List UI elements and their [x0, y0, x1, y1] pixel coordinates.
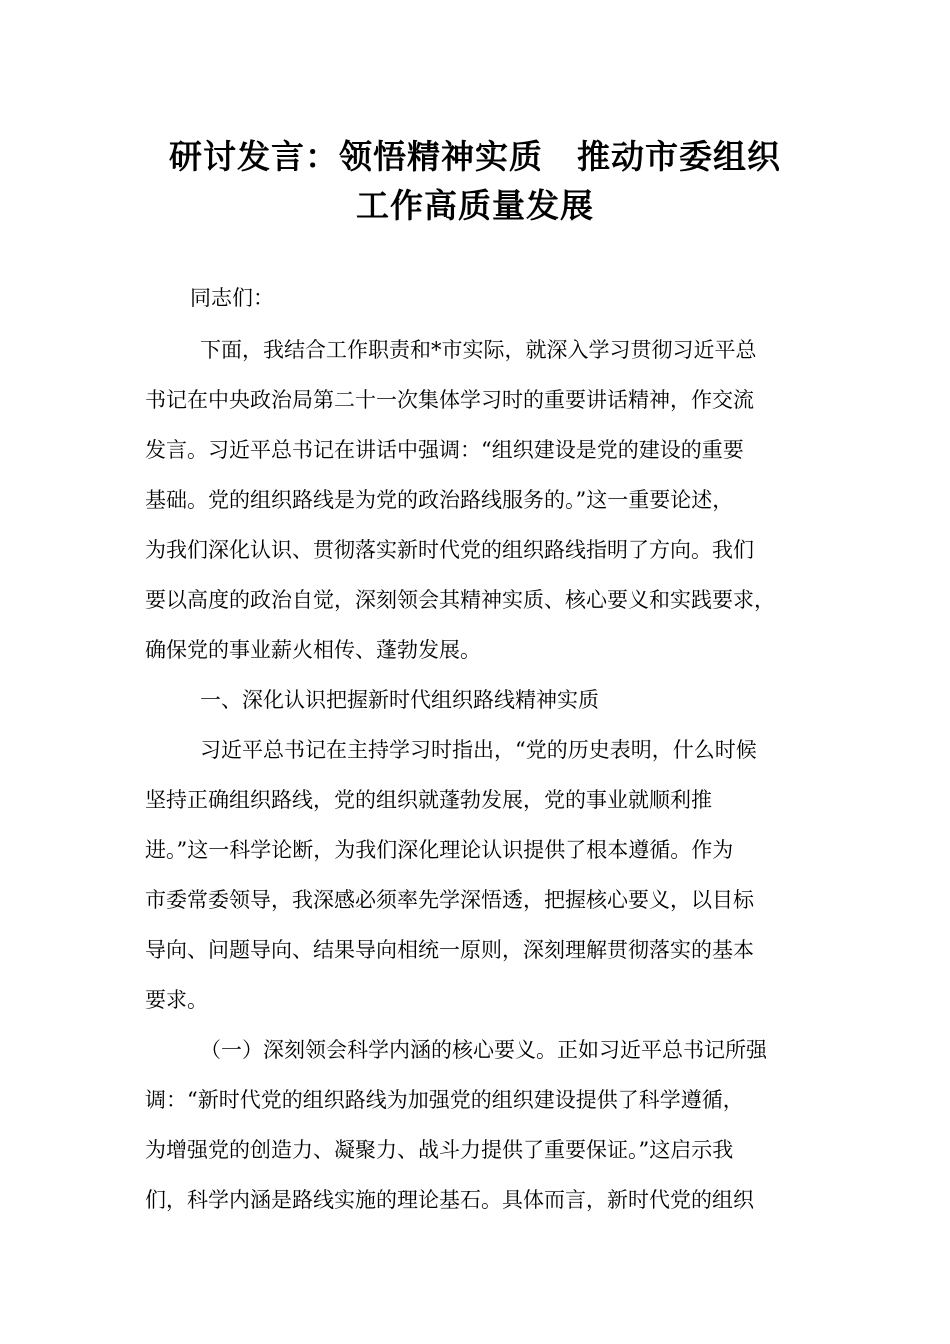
paragraph-line: 要求。: [145, 988, 208, 1012]
section-heading: 一、深化认识把握新时代组织路线精神实质: [200, 688, 599, 712]
paragraph-line: 调：“新时代党的组织路线为加强党的组织建设提供了科学遵循，: [145, 1088, 744, 1112]
paragraph-line: 导向、问题导向、结果导向相统一原则，深刻理解贯彻落实的基本: [145, 938, 754, 962]
title-line-1: 研讨发言：领悟精神实质 推动市委组织: [169, 137, 781, 176]
paragraph-line: 书记在中央政治局第二十一次集体学习时的重要讲话精神，作交流: [145, 388, 754, 412]
salutation: 同志们：: [190, 286, 274, 310]
subsection-heading: （一）深刻领会科学内涵的核心要义。正如习近平总书记所强: [200, 1038, 767, 1062]
paragraph-line: 市委常委领导，我深感必须率先学深悟透，把握核心要义，以目标: [145, 888, 754, 912]
paragraph-line: 为我们深化认识、贯彻落实新时代党的组织路线指明了方向。我们: [145, 538, 754, 562]
paragraph-line: 进。”这一科学论断，为我们深化理论认识提供了根本遵循。作为: [145, 838, 734, 862]
paragraph-line: 基础。党的组织路线是为党的政治路线服务的。”这一重要论述，: [145, 488, 734, 512]
paragraph-line: 习近平总书记在主持学习时指出，“党的历史表明，什么时候: [200, 738, 757, 762]
paragraph-line: 坚持正确组织路线，党的组织就蓬勃发展，党的事业就顺利推: [145, 788, 712, 812]
paragraph-line: 确保党的事业薪火相传、蓬勃发展。: [145, 638, 481, 662]
paragraph-line: 为增强党的创造力、凝聚力、战斗力提供了重要保证。”这启示我: [145, 1138, 734, 1162]
paragraph-line: 发言。习近平总书记在讲话中强调：“组织建设是党的建设的重要: [145, 438, 744, 462]
paragraph-line: 们，科学内涵是路线实施的理论基石。具体而言，新时代党的组织: [145, 1188, 754, 1212]
title-line-2: 工作高质量发展: [356, 186, 594, 225]
paragraph-line: 下面，我结合工作职责和*市实际，就深入学习贯彻习近平总: [200, 338, 757, 362]
paragraph-line: 要以高度的政治自觉，深刻领会其精神实质、核心要义和实践要求，: [145, 588, 775, 612]
